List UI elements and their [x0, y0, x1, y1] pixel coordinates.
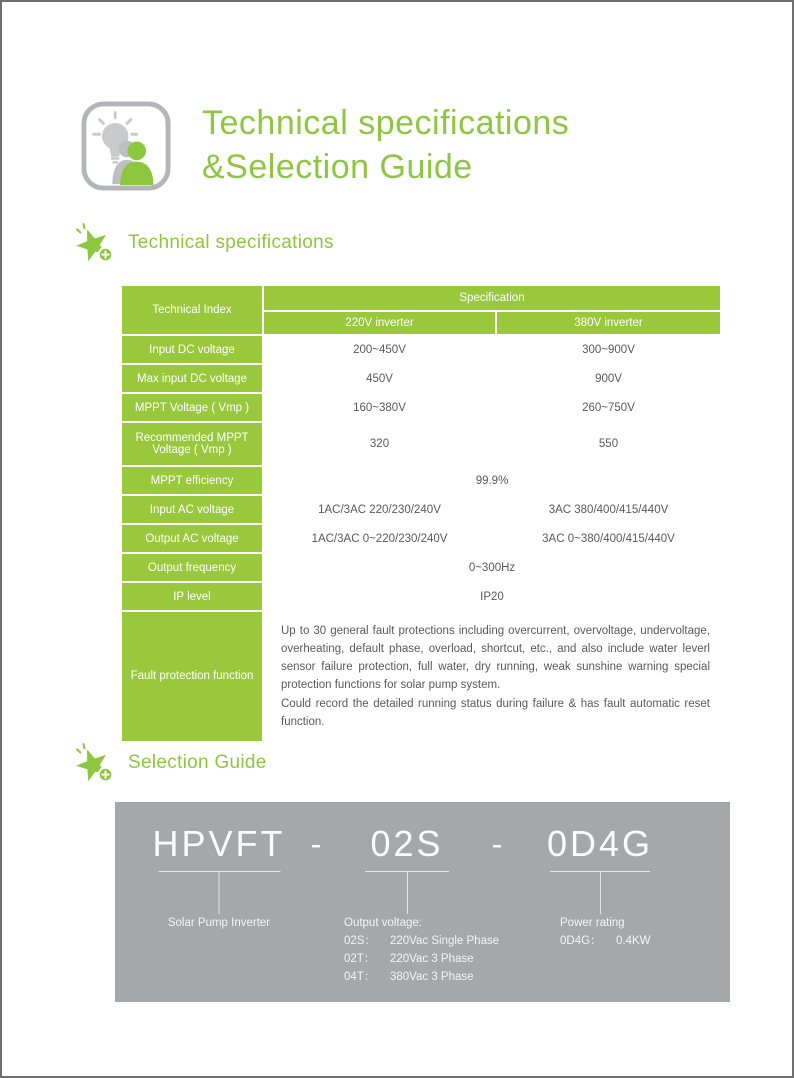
column-header-220v: 220V inverter — [263, 311, 496, 335]
legend-item-series — [168, 914, 270, 932]
table-row — [121, 553, 721, 582]
legend-title: Output voltage: — [344, 917, 422, 929]
fault-paragraph: Could record the detailed running status during failure & has fault automatic reset function. — [281, 697, 710, 728]
row-label: Output frequency — [121, 553, 263, 582]
legend-code: 0D4G： — [560, 935, 602, 947]
page-title — [202, 102, 569, 189]
row-label: Fault protection function — [121, 611, 263, 742]
row-label: Recommended MPPT Voltage ( Vmp ) — [121, 422, 263, 466]
table-row — [121, 364, 721, 393]
star-plus-icon — [74, 222, 116, 264]
tick-decoration — [218, 872, 219, 914]
table-corner-header: Technical Index — [121, 285, 263, 335]
tick-decoration — [407, 872, 408, 914]
row-label: Output AC voltage — [121, 524, 263, 553]
table-row — [121, 495, 721, 524]
model-code-separator: - — [310, 826, 322, 862]
section-heading-selection-guide — [74, 742, 267, 784]
tick-decoration — [599, 872, 600, 914]
cell-value: 320 — [263, 422, 496, 466]
legend-code: 04T： — [344, 971, 376, 983]
legend-line — [344, 932, 499, 950]
table-row — [121, 582, 721, 611]
fault-paragraph: Up to 30 general fault protections including overcurrent, overvoltage, undervoltage, overheating, default phase, overload, shortcut, etc., and also include water leverl sensor failure protection, full water, dry running, weak sunshine warning special protection functions for solar pump system. — [281, 625, 710, 692]
column-header-380v: 380V inverter — [496, 311, 721, 335]
row-label: Input AC voltage — [121, 495, 263, 524]
legend-line — [344, 950, 499, 968]
model-code-part: 02S — [370, 823, 444, 864]
cell-value: 1AC/3AC 0~220/230/240V — [263, 524, 496, 553]
section-title: Technical specifications — [128, 232, 334, 253]
legend-line — [560, 932, 651, 950]
legend-line — [344, 968, 499, 986]
legend-text: 220Vac 3 Phase — [390, 953, 474, 965]
model-code-part: HPVFT — [152, 823, 286, 864]
cell-value: 550 — [496, 422, 721, 466]
model-code-group-voltage — [365, 824, 449, 914]
model-code-group-power — [547, 824, 653, 914]
cell-value: 0~300Hz — [263, 553, 721, 582]
section-heading-technical-specifications — [74, 222, 334, 264]
cell-value: 99.9% — [263, 466, 721, 495]
table-row — [121, 393, 721, 422]
cell-value: 900V — [496, 364, 721, 393]
fault-protection-text — [263, 611, 721, 742]
table-group-header: Specification — [263, 285, 721, 311]
row-label: Input DC voltage — [121, 335, 263, 364]
legend-text: 380Vac 3 Phase — [390, 971, 474, 983]
page-title-line-2: &Selection Guide — [202, 147, 473, 186]
cell-value: 300~900V — [496, 335, 721, 364]
table-row — [121, 422, 721, 466]
legend-title: Solar Pump Inverter — [167, 917, 271, 929]
cell-value: 3AC 0~380/400/415/440V — [496, 524, 721, 553]
row-label: IP level — [121, 582, 263, 611]
model-code-group-series — [152, 824, 285, 914]
spec-table — [120, 284, 722, 743]
legend-item-output-voltage — [344, 914, 499, 986]
section-title: Selection Guide — [128, 752, 267, 773]
legend-title: Power rating — [560, 917, 625, 929]
row-label: Max input DC voltage — [121, 364, 263, 393]
cell-value: 1AC/3AC 220/230/240V — [263, 495, 496, 524]
row-label: MPPT efficiency — [121, 466, 263, 495]
table-row — [121, 611, 721, 742]
legend-text: 220Vac Single Phase — [390, 935, 500, 947]
page-title-line-1: Technical specifications — [202, 104, 570, 142]
legend-code: 02S： — [344, 935, 376, 947]
star-plus-icon — [74, 742, 116, 784]
legend-code: 02T： — [344, 953, 376, 965]
table-row — [121, 524, 721, 553]
idea-people-icon — [80, 100, 172, 192]
model-code-separator: - — [491, 826, 503, 862]
legend-item-power-rating — [560, 914, 651, 950]
table-row — [121, 466, 721, 495]
cell-value: 200~450V — [263, 335, 496, 364]
cell-value: 3AC 380/400/415/440V — [496, 495, 721, 524]
row-label: MPPT Voltage ( Vmp ) — [121, 393, 263, 422]
idea-people-icon-svg — [80, 100, 172, 192]
cell-value: 260~750V — [496, 393, 721, 422]
selection-guide-box — [115, 802, 730, 1002]
cell-value: 450V — [263, 364, 496, 393]
table-row — [121, 335, 721, 364]
doc-header — [80, 100, 569, 192]
cell-value: IP20 — [263, 582, 721, 611]
legend-text: 0.4KW — [616, 935, 651, 947]
cell-value: 160~380V — [263, 393, 496, 422]
model-code-part: 0D4G — [546, 823, 654, 864]
